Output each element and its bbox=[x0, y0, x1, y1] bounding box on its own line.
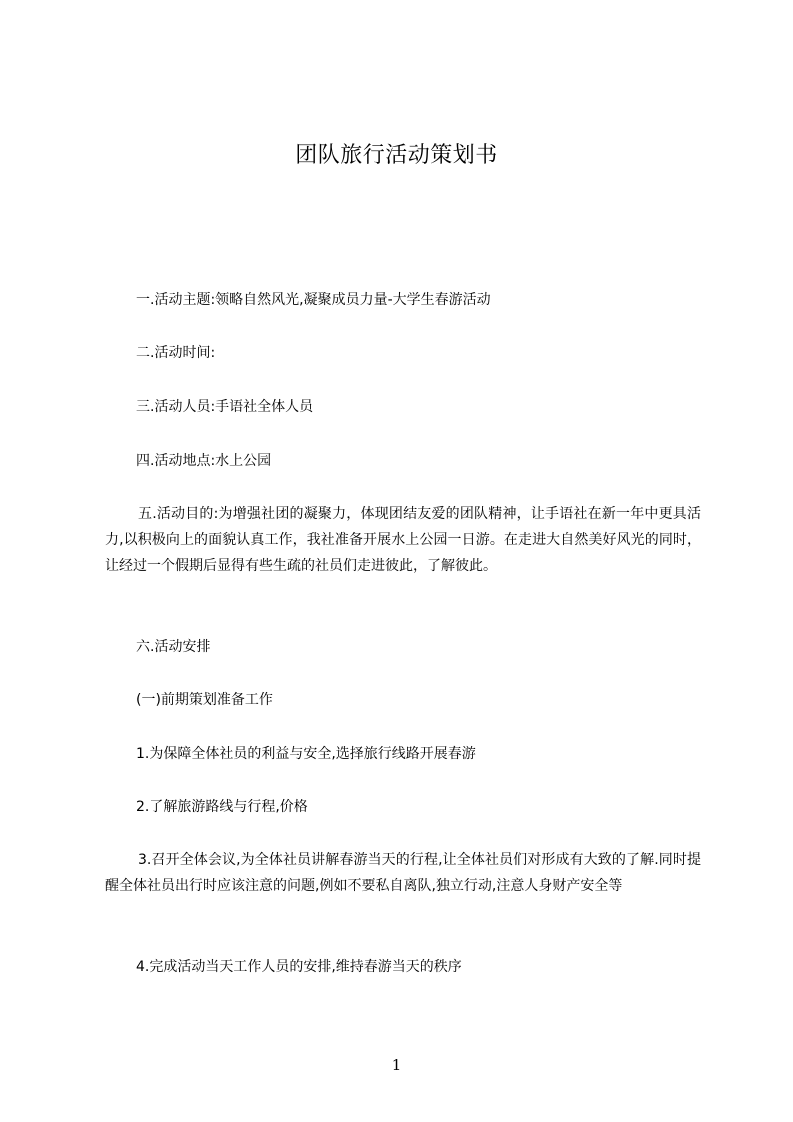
paragraph-item-4: 4.完成活动当天工作人员的安排,维持春游当天的秩序 bbox=[136, 959, 462, 975]
paragraph-activity-participants: 三.活动人员:手语社全体人员 bbox=[136, 399, 314, 415]
paragraph-item-1: 1.为保障全体社员的利益与安全,选择旅行线路开展春游 bbox=[136, 746, 476, 762]
paragraph-activity-location: 四.活动地点:水上公园 bbox=[136, 453, 272, 469]
paragraph-activity-arrangement: 六.活动安排 bbox=[136, 639, 211, 655]
paragraph-item-3: 3.召开全体会议,为全体社员讲解春游当天的行程,让全体社员们对形成有大致的了解.同时提醒全体社员出行时应该注意的问题,例如不要私自离队,独立行动,注意人身财产安全等 bbox=[105, 852, 701, 894]
paragraph-activity-theme: 一.活动主题:领略自然风光,凝聚成员力量-大学生春游活动 bbox=[136, 292, 491, 308]
paragraph-activity-time: 二.活动时间: bbox=[136, 345, 216, 361]
paragraph-item-2: 2.了解旅游路线与行程,价格 bbox=[136, 799, 308, 815]
page-number: 1 bbox=[391, 1056, 402, 1074]
document-title: 团队旅行活动策划书 bbox=[295, 143, 498, 168]
paragraph-preparation-heading: (一)前期策划准备工作 bbox=[136, 692, 273, 708]
paragraph-activity-purpose: 五.活动目的:为增强社团的凝聚力，体现团结友爱的团队精神，让手语社在新一年中更具活力,以积极向上的面貌认真工作，我社准备开展水上公园一日游。在走进大自然美好风光的同时，让经过一个假期后显得有些生疏的社员们走进彼此，了解彼此。 bbox=[105, 506, 701, 574]
